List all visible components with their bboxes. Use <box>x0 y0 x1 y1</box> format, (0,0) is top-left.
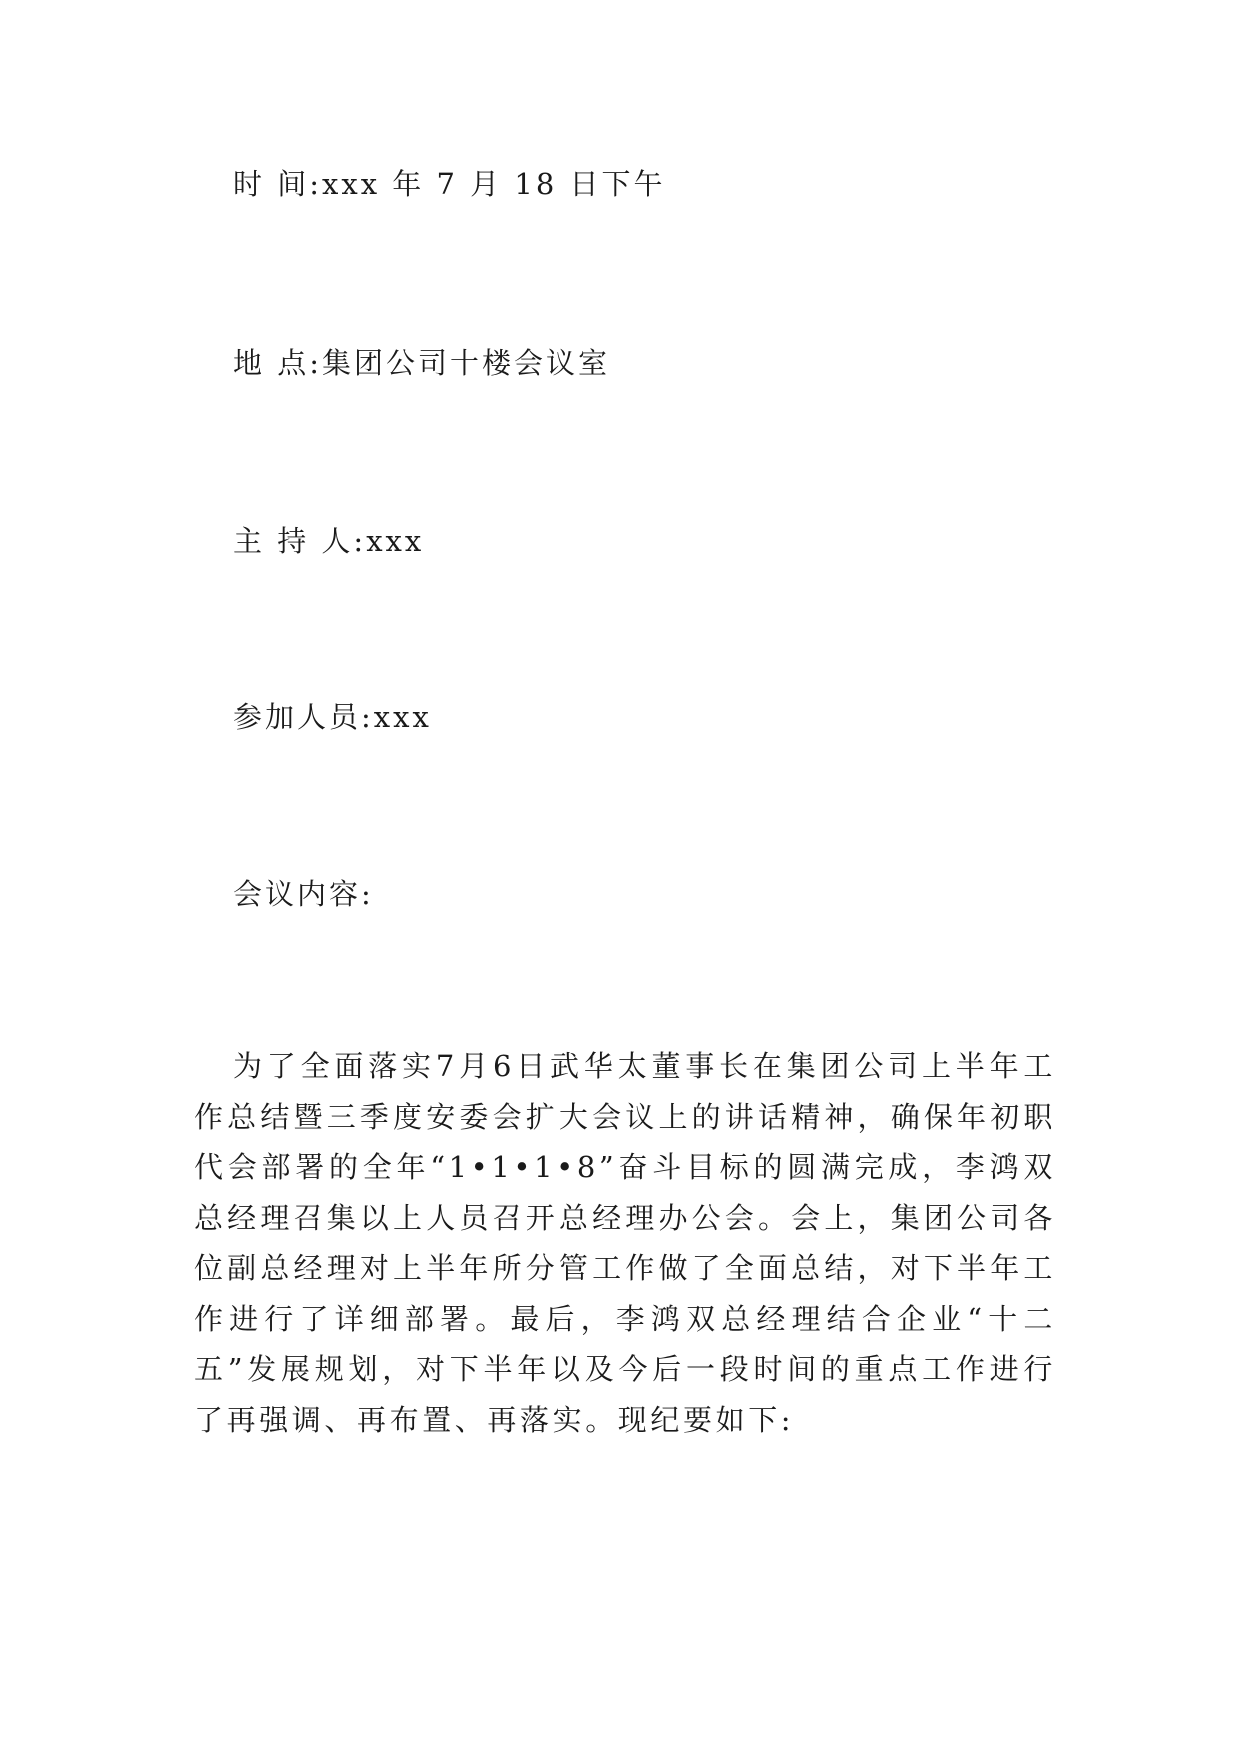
meeting-content-label: 会议内容: <box>233 877 374 911</box>
meeting-place: 地 点:集团公司十楼会议室 <box>233 346 610 380</box>
meeting-summary-paragraph: 为了全面落实7月6日武华太董事长在集团公司上半年工作总结暨三季度安委会扩大会议上的讲话精神，确保年初职代会部署的全年“1•1•1•8”奋斗目标的圆满完成，李鸿双总经理召集以上人员召开总经理办公会。会上，集团公司各位副总经理对上半年所分管工作做了全面总结，对下半年工作进行了详细部署。最后，李鸿双总经理结合企业“十二五”发展规划，对下半年以及今后一段时间的重点工作进行了再强调、再布置、再落实。现纪要如下: <box>194 1049 1056 1437</box>
meeting-time: 时 间:xxx 年 7 月 18 日下午 <box>233 167 666 201</box>
meeting-attendees: 参加人员:xxx <box>233 700 432 734</box>
meeting-host: 主 持 人:xxx <box>233 524 425 558</box>
